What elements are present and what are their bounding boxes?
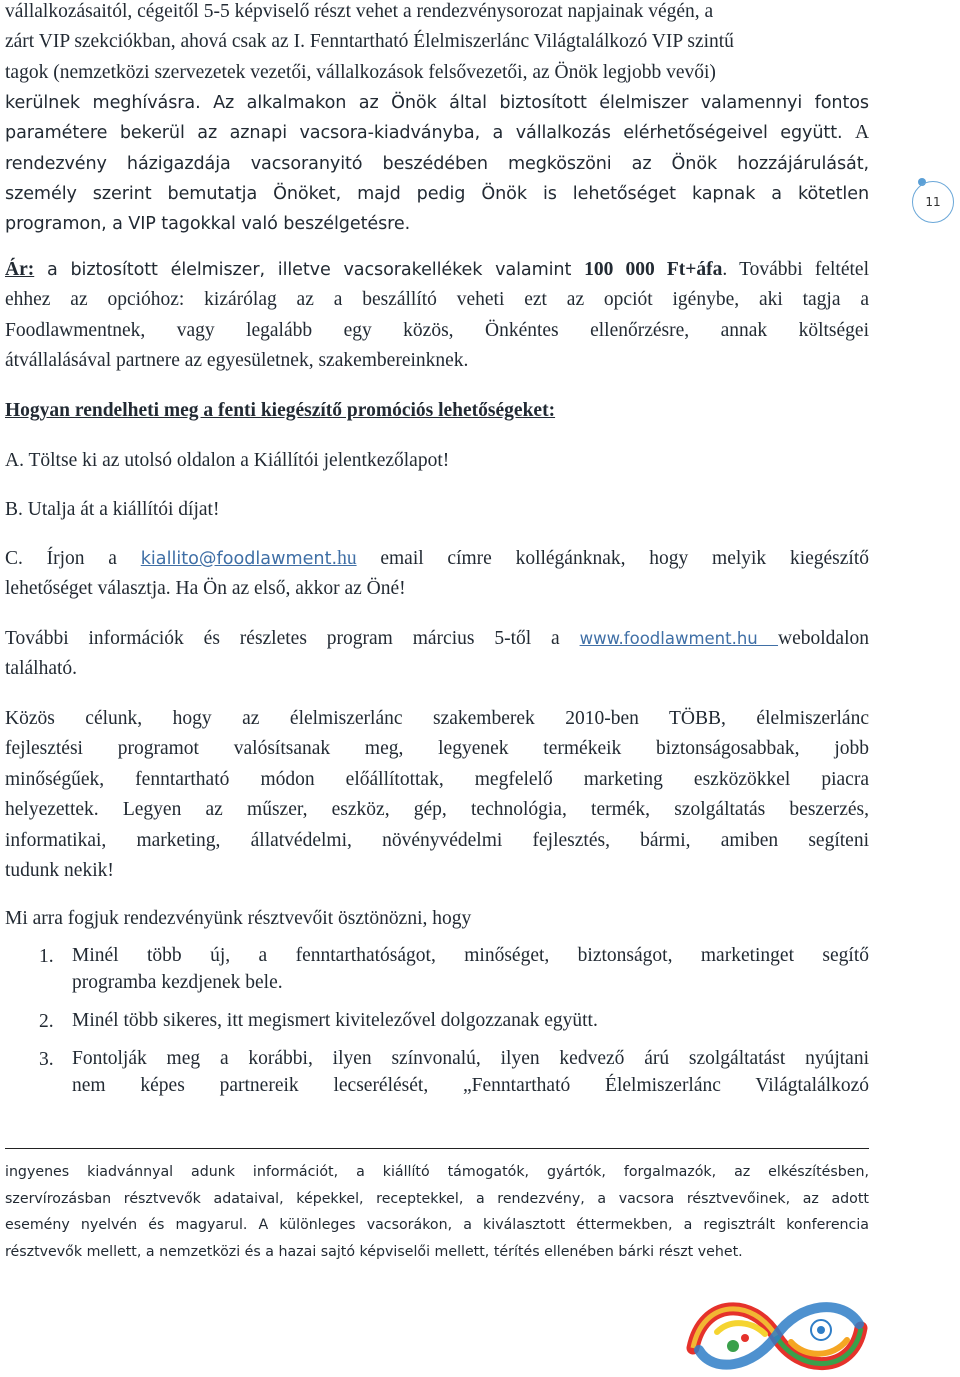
step-c: [5, 544, 869, 605]
text-run: kerülnek meghívásra.: [5, 93, 201, 114]
text-line: Közös célunk, hogy az élelmiszerlánc szakemberek 2010-ben TÖBB, élelmiszerlánc: [5, 708, 869, 729]
footnote: [5, 1159, 869, 1265]
footnote-line: ingyenes kiadvánnyal adunk információt, a kiállító támogatók, gyártók, forgalmazók, az elkészítésben,: [5, 1164, 869, 1180]
list-item: [5, 942, 869, 996]
list-item: [5, 1007, 869, 1034]
text-run: C. Írjon a: [5, 548, 117, 569]
text-run: weboldalon: [778, 628, 869, 649]
more-info: [5, 624, 869, 685]
howto-heading: [5, 396, 869, 426]
footnote-line: szervírozásban résztvevők adataival, képekkel, receptekkel, a rendezvény, a vacsora résztvevőinek, az adott: [5, 1190, 869, 1207]
text-line: átvállalásával partnere az egyesületnek, szakembereinknek.: [5, 350, 469, 372]
text-line: [5, 118, 869, 148]
text-run: Az alkalmakon az Önök által biztosított élelmiszer valamennyi fontos: [213, 93, 869, 114]
text-line: nem képes partnereik lecserélését, „Fenntartható Élelmiszerlánc Világtalálkozó: [72, 1075, 869, 1096]
text-line: vállalkozásaitól, cégeitől 5-5 képviselő részt vehet a rendezvénysorozat napjainak végén, a: [5, 1, 714, 22]
text-line: programon, a VIP tagokkal való beszélgetésre.: [5, 214, 411, 235]
price-label: Ár:: [5, 259, 35, 280]
text-line: személy szerint bemutatja Önöket, majd pedig Önök is lehetőséget kapnak a kötetlen: [5, 184, 869, 205]
price-paragraph: [5, 255, 869, 377]
email-link[interactable]: kiallito@foodlawment.: [140, 549, 338, 569]
text-line: fejlesztési programot valósítsanak meg, legyenek termékeik biztonságosabbak, jobb: [5, 738, 869, 760]
text-line: [5, 624, 869, 654]
text-line: ehhez az opcióhoz: kizárólag az a beszállító veheti ezt az opciót igénybe, aki tagja a: [5, 289, 869, 311]
text-run: . További feltétel: [722, 259, 869, 280]
text-run: email címre kollégánknak, hogy melyik kiegészítő: [380, 548, 869, 569]
text-line: A. Töltse ki az utolsó oldalon a Kiállítói jelentkezőlapot!: [5, 450, 450, 471]
text-line: B. Utalja át a kiállítói díjat!: [5, 499, 220, 520]
text-line: zárt VIP szekciókban, ahová csak az I. Fenntartható Élelmiszerlánc Világtalálkozó VIP szintű: [5, 31, 734, 53]
text-line: helyezettek. Legyen az műszer, eszköz, gép, technológia, termék, szolgáltatás beszerzés,: [5, 799, 869, 821]
text-line: [5, 255, 869, 285]
page-number: 11: [912, 181, 954, 223]
email-link-tld[interactable]: hu: [337, 548, 357, 569]
text-run: paramétere bekerül az aznapi vacsora-kiadványba, a vállalkozás elérhetőségeivel együtt.: [5, 123, 843, 144]
numbered-list: [5, 942, 869, 1099]
footnote-line: résztvevők mellett, a nemzetközi és a hazai sajtó képviselői mellett, térítés ellenében bárki részt vehet.: [5, 1243, 743, 1260]
text-line: rendezvény házigazdája vacsoranyitó beszédében megköszöni az Önök hozzájárulását,: [5, 153, 869, 174]
list-number: 1.: [39, 946, 54, 967]
text-run: A: [855, 122, 869, 144]
list-number: 2.: [39, 1011, 54, 1032]
step-a: [5, 446, 869, 476]
motivate-intro: [5, 904, 869, 934]
text-line: Foodlawmentnek, vagy legalább egy közös, Önkéntes ellenőrzésre, annak költségei: [5, 319, 869, 341]
text-line: tudunk nekik!: [5, 860, 114, 882]
goal-paragraph: [5, 704, 869, 886]
text-line: informatikai, marketing, állatvédelmi, növényvédelmi fejlesztés, bármi, amiben segíteni: [5, 829, 869, 851]
text-line: lehetőséget választja. Ha Ön az első, akkor az Öné!: [5, 578, 406, 600]
text-line: [5, 544, 869, 574]
text-line: található.: [5, 658, 78, 680]
step-b: [5, 495, 869, 525]
text-line: tagok (nemzetközi szervezetek vezetői, vállalkozások felsővezetői, az Önök legjobb vevői): [5, 61, 716, 83]
text-line: Minél több sikeres, itt megismert kivitelezővel dolgozzanak együtt.: [72, 1010, 598, 1031]
foodlawment-infinity-logo: [683, 1288, 869, 1376]
section-heading: Hogyan rendelheti meg a fenti kiegészítő promóciós lehetőségeket:: [5, 400, 556, 421]
text-line: programba kezdjenek bele.: [72, 972, 283, 993]
website-link[interactable]: www.foodlawment.hu: [579, 629, 779, 648]
footnote-separator: [5, 1148, 869, 1149]
intro-paragraph: [5, 0, 869, 239]
price-description: a biztosított élelmiszer, illetve vacsorakellékek valamint: [34, 260, 585, 280]
text-run: További információk és részletes program március 5-től a: [5, 628, 560, 649]
text-line: minőségűek, fenntartható módon előállítottak, megfelelő marketing eszközökkel piacra: [5, 768, 869, 790]
footnote-line: esemény nyelvén és magyarul. A különleges vacsorákon, a kiválasztott éttermekben, a regisztrált konferencia: [5, 1217, 869, 1233]
text-line: [5, 88, 869, 118]
list-item: [5, 1045, 869, 1099]
list-number: 3.: [39, 1049, 54, 1070]
text-line: Fontolják meg a korábbi, ilyen színvonalú, ilyen kedvező árú szolgáltatást nyújtani: [72, 1048, 869, 1069]
price-amount: 100 000 Ft+áfa: [584, 259, 723, 280]
text-line: Minél több új, a fenntarthatóságot, minőséget, biztonságot, marketinget segítő: [72, 945, 869, 966]
text-line: Mi arra fogjuk rendezvényünk résztvevőit ösztönözni, hogy: [5, 908, 472, 929]
